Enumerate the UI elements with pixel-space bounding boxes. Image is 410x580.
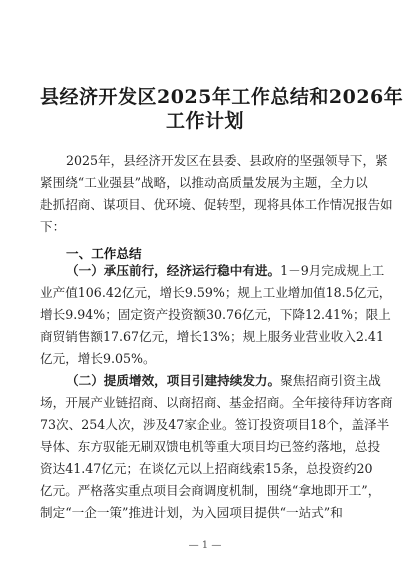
- para1-line-3: 增长9.94%；固定资产投资额30.76亿元，下降12.41%；限上: [40, 307, 391, 322]
- page-number: — 1 —: [188, 540, 222, 551]
- para1-line-1-rest: 1－9月完成规上工: [280, 263, 385, 278]
- para2-line-5: 资达41.47亿元；在谈亿元以上招商线索15条，总投资约20: [40, 461, 373, 476]
- intro-line-3: 赴抓招商、谋项目、优环境、促转型，现将具体工作情况报告如: [40, 197, 393, 212]
- intro-line-2: 紧围绕“工业强县”战略，以推动高质量发展为主题，全力以: [40, 175, 368, 190]
- para2-line-4: 导体、东方驭能无刷双馈电机等重大项目均已签约落地，总投: [40, 439, 381, 454]
- para2-line-1: [66, 375, 381, 388]
- para2-lead: （二）提质增效，项目引建持续发力。: [66, 373, 281, 388]
- para2-line-2: 场，开展产业链招商、以商招商、基金招商。全年接待拜访客商: [40, 395, 393, 410]
- para2-line-7: 制定“一企一策”推进计划，为入园项目提供“一站式”和: [40, 505, 343, 520]
- document-title-line-1: 县经济开发区2025年工作总结和2026年: [40, 86, 404, 108]
- intro-line-1: 2025年，县经济开发区在县委、县政府的坚强领导下，紧: [66, 153, 388, 168]
- document-title-line-2: 工作计划: [165, 110, 244, 132]
- para1-lead: （一）承压前行，经济运行稳中有进。: [66, 263, 281, 278]
- para2-line-1-rest: 聚焦招商引资主战: [280, 373, 381, 388]
- section-heading-summary: 一、工作总结: [66, 246, 142, 261]
- para2-line-3: 73次、254人次，涉及47家企业。签订投资项目18个，盖泽半: [40, 417, 390, 432]
- para1-line-2: 业产值106.42亿元，增长9.59%；规上工业增加值18.5亿元，: [40, 285, 392, 300]
- intro-line-4: 下：: [40, 219, 66, 234]
- para1-line-4: 商贸销售额17.67亿元，增长13%；规上服务业营业收入2.41: [40, 329, 384, 344]
- para1-line-5: 亿元，增长9.05%。: [40, 351, 156, 366]
- para2-line-6: 亿元。严格落实重点项目会商调度机制，围绕“拿地即开工”，: [40, 483, 381, 498]
- para1-line-1: [66, 265, 384, 278]
